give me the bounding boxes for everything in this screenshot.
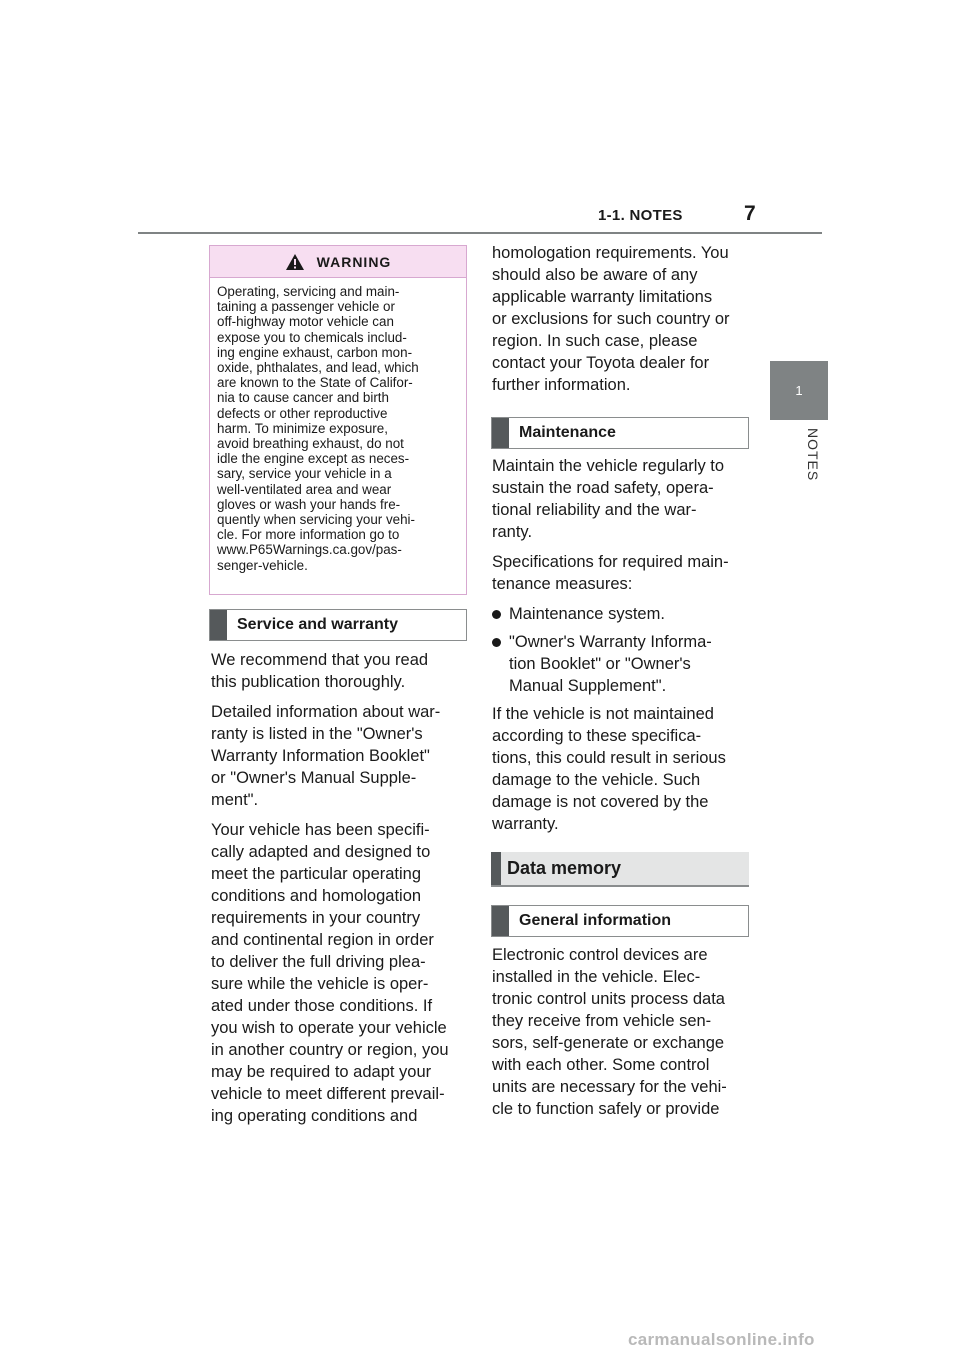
- paragraph: [492, 242, 730, 396]
- bullet-item: [492, 603, 729, 625]
- text-line: should also be aware of any: [492, 266, 698, 284]
- text-line: damage to the vehicle. Such: [492, 771, 701, 789]
- warning-line: gloves or wash your hands fre-: [217, 496, 401, 512]
- warning-triangle-icon: [285, 253, 305, 271]
- section-general-information: [491, 905, 749, 937]
- text-line: installed in the vehicle. Elec-: [492, 968, 701, 986]
- text-line: ranty.: [492, 523, 533, 541]
- paragraph: [492, 455, 729, 543]
- text-line: homologation requirements. You: [492, 244, 729, 262]
- left-column-text: [211, 649, 449, 1135]
- warning-line: nia to cause cancer and birth: [217, 390, 389, 406]
- paragraph: [211, 701, 449, 811]
- text-line: sors, self-generate or exchange: [492, 1034, 725, 1052]
- section-title: Service and warranty: [237, 616, 398, 633]
- text-line: ing operating conditions and: [211, 1107, 418, 1125]
- text-line: ated under those conditions. If: [211, 997, 433, 1015]
- chapter-tab-label: NOTES: [805, 428, 821, 482]
- warning-line: Operating, servicing and main-: [217, 284, 400, 299]
- right-column-top-text: [492, 242, 730, 404]
- paragraph: [492, 551, 729, 595]
- text-line: according to these specifica-: [492, 727, 702, 745]
- right-column-maintenance-text: [492, 455, 729, 843]
- text-line: you wish to operate your vehicle: [211, 1019, 447, 1037]
- text-line: they receive from vehicle sen-: [492, 1012, 712, 1030]
- text-line: further information.: [492, 376, 631, 394]
- warning-line: cle. For more information go to: [217, 527, 400, 543]
- section-service-warranty: [209, 609, 467, 641]
- text-line: or exclusions for such country or: [492, 310, 730, 328]
- section-maintenance: [491, 417, 749, 449]
- text-line: vehicle to meet different prevail-: [211, 1085, 445, 1103]
- text-line: Electronic control devices are: [492, 946, 708, 964]
- warning-line: oxide, phthalates, and lead, which: [217, 360, 419, 376]
- warning-line: sary, service your vehicle in a: [217, 466, 392, 482]
- bullet-dot-icon: [492, 610, 501, 619]
- page-number: 7: [744, 202, 756, 225]
- text-line: warranty.: [492, 815, 559, 833]
- warning-line: senger-vehicle.: [217, 557, 308, 573]
- right-column-general-text: [492, 944, 727, 1128]
- text-line: region. In such case, please: [492, 332, 698, 350]
- warning-line: avoid breathing exhaust, do not: [217, 436, 404, 452]
- text-line: Maintain the vehicle regularly to: [492, 457, 725, 475]
- paragraph: [492, 703, 729, 835]
- text-line: "Owner's Warranty Informa-: [509, 633, 712, 651]
- text-line: with each other. Some control: [492, 1056, 710, 1074]
- text-line: sure while the vehicle is oper-: [211, 975, 429, 993]
- warning-line: well-ventilated area and wear: [217, 481, 392, 497]
- text-line: tenance measures:: [492, 575, 633, 593]
- warning-line: taining a passenger vehicle or: [217, 299, 395, 315]
- text-line: ranty is listed in the "Owner's: [211, 725, 423, 743]
- text-line: units are necessary for the vehi-: [492, 1078, 727, 1096]
- warning-line: quently when servicing your vehi-: [217, 512, 415, 528]
- watermark-link[interactable]: carmanualsonline.info: [628, 1330, 815, 1349]
- text-line: tion Booklet" or "Owner's: [509, 655, 691, 673]
- text-line: Maintenance system.: [509, 605, 665, 623]
- text-line: to deliver the full driving plea-: [211, 953, 426, 971]
- warning-box: [209, 245, 467, 595]
- text-line: sustain the road safety, opera-: [492, 479, 714, 497]
- bullet-dot-icon: [492, 638, 501, 647]
- text-line: in another country or region, you: [211, 1041, 449, 1059]
- text-line: cle to function safely or provide: [492, 1100, 720, 1118]
- warning-line: expose you to chemicals includ-: [217, 329, 407, 345]
- warning-line: defects or other reproductive: [217, 405, 388, 421]
- text-line: ment".: [211, 791, 259, 809]
- text-line: We recommend that you read: [211, 651, 429, 669]
- warning-line: ing engine exhaust, carbon mon-: [217, 344, 413, 360]
- section-title: Data memory: [507, 858, 622, 878]
- paragraph: [211, 819, 449, 1127]
- section-title: Maintenance: [519, 424, 616, 441]
- warning-text: [210, 278, 466, 573]
- warning-line: harm. To minimize exposure,: [217, 420, 388, 436]
- chapter-tab: 1: [770, 361, 828, 420]
- text-line: tions, this could result in serious: [492, 749, 726, 767]
- paragraph: [492, 944, 727, 1120]
- text-line: cally adapted and designed to: [211, 843, 431, 861]
- text-line: applicable warranty limitations: [492, 288, 713, 306]
- text-line: and continental region in order: [211, 931, 434, 949]
- text-line: conditions and homologation: [211, 887, 422, 905]
- text-line: Specifications for required main-: [492, 553, 729, 571]
- text-line: Warranty Information Booklet": [211, 747, 430, 765]
- bullet-item: [492, 631, 729, 697]
- warning-line: idle the engine except as neces-: [217, 451, 410, 467]
- warning-header: [210, 246, 466, 278]
- text-line: tronic control units process data: [492, 990, 725, 1008]
- text-line: If the vehicle is not maintained: [492, 705, 714, 723]
- text-line: this publication thoroughly.: [211, 673, 406, 691]
- text-line: tional reliability and the war-: [492, 501, 697, 519]
- header-section-title: 1-1. NOTES: [598, 207, 683, 224]
- text-line: Manual Supplement".: [509, 677, 667, 695]
- text-line: Your vehicle has been specifi-: [211, 821, 430, 839]
- header-divider: [138, 232, 822, 234]
- text-line: contact your Toyota dealer for: [492, 354, 710, 372]
- text-line: Detailed information about war-: [211, 703, 441, 721]
- warning-line: www.P65Warnings.ca.gov/pas-: [217, 542, 402, 558]
- warning-line: off-highway motor vehicle can: [217, 314, 394, 330]
- text-line: meet the particular operating: [211, 865, 422, 883]
- text-line: requirements in your country: [211, 909, 421, 927]
- paragraph: [211, 649, 449, 693]
- text-line: damage is not covered by the: [492, 793, 709, 811]
- text-line: or "Owner's Manual Supple-: [211, 769, 417, 787]
- section-data-memory: [491, 852, 749, 887]
- warning-title: WARNING: [316, 253, 392, 270]
- text-line: may be required to adapt your: [211, 1063, 432, 1081]
- section-title: General information: [519, 912, 672, 929]
- warning-line: are known to the State of Califor-: [217, 375, 413, 391]
